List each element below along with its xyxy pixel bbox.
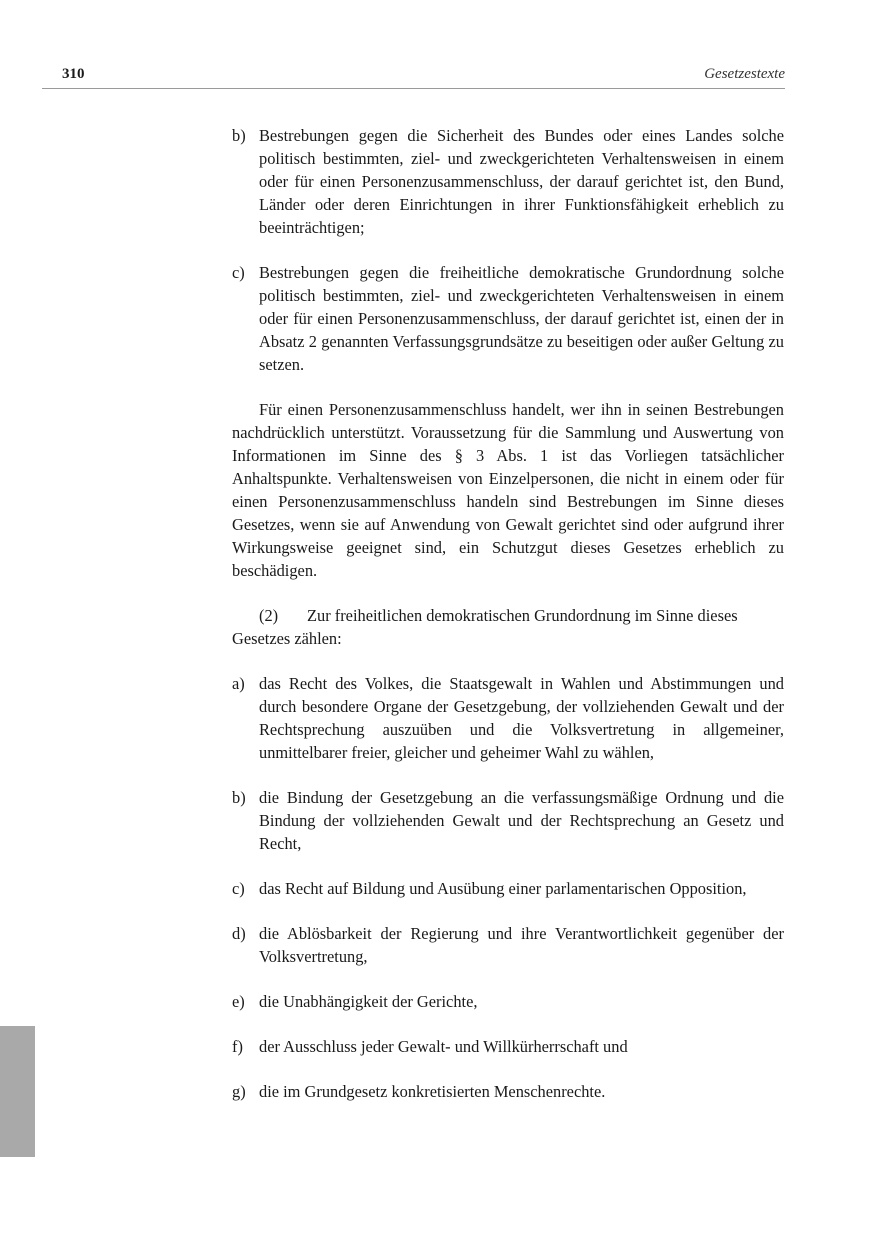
list-item-label: g) — [232, 1082, 246, 1101]
list-item — [232, 990, 784, 1013]
list-item-text: der Ausschluss jeder Gewalt- und Willkürherrschaft und — [259, 1037, 628, 1056]
list-item-label: a) — [232, 674, 245, 693]
list-item-label: b) — [232, 788, 246, 807]
list-item-text: das Recht des Volkes, die Staatsgewalt in Wahlen und Abstimmungen und durch besondere Organe der Gesetzgebung, der vollziehenden Gewalt und der Rechtsprechung auszuüben und die Volksvertretung in allgemeiner, unmittelbarer freier, gleicher und geheimer Wahl zu wählen, — [259, 674, 784, 762]
list-item-label: c) — [232, 879, 245, 898]
list-item-text: die im Grundgesetz konkretisierten Menschenrechte. — [259, 1082, 606, 1101]
list-item-text: die Ablösbarkeit der Regierung und ihre Verantwortlichkeit gegenüber der Volksvertretung, — [259, 924, 784, 966]
list-item — [232, 124, 784, 239]
list-item — [232, 1035, 784, 1058]
list-item-text: die Unabhängigkeit der Gerichte, — [259, 992, 478, 1011]
list-item — [232, 922, 784, 968]
body-paragraph: Für einen Personenzusammenschluss handelt, wer ihn in seinen Bestrebungen nachdrücklich unterstützt. Voraussetzung für die Sammlung und Auswertung von Informationen im Sinne des § 3 Abs. 1 ist das Vorliegen tatsächlicher Anhaltspunkte. Verhaltensweisen von Einzelpersonen, die nicht in einem oder für einen Personenzusammenschluss handeln sind Bestrebungen im Sinne dieses Gesetzes, wenn sie auf Anwendung von Gewalt gerichtet sind oder aufgrund ihrer Wirkungsweise geeignet sind, ein Schutzgut dieses Gesetzes erheblich zu beschädigen. — [232, 400, 784, 580]
list-item-text: Bestrebungen gegen die Sicherheit des Bundes oder eines Landes solche politisch bestimmten, ziel- und zweckgerichteten Verhaltensweisen in einem oder für einen Personenzusammenschluss, der darauf gerichtet ist, den Bund, Länder oder deren Einrichtungen in ihrer Funktionsfähigkeit erheblich zu beeinträchtigen; — [259, 126, 784, 237]
section-number: (2) — [259, 606, 279, 625]
section-paragraph — [232, 604, 784, 650]
list-item-text: Bestrebungen gegen die freiheitliche demokratische Grundordnung solche politisch bestimmten, ziel- und zweckgerichteten Verhaltensweisen in einem oder für einen Personenzusammenschluss, der darauf gerichtet ist, einen der in Absatz 2 genannten Verfassungsgrundsätze zu beseitigen oder außer Geltung zu setzen. — [259, 263, 784, 374]
list-item — [232, 672, 784, 764]
list-item-label: b) — [232, 126, 246, 145]
list-item-text: die Bindung der Gesetzgebung an die verfassungsmäßige Ordnung und die Bindung der vollziehenden Gewalt und der Rechtsprechung an Gesetz und Recht, — [259, 788, 784, 853]
page-header — [42, 64, 785, 89]
list-item-label: e) — [232, 992, 245, 1011]
list-item — [232, 1080, 784, 1103]
list-item — [232, 877, 784, 900]
list-item-label: d) — [232, 924, 246, 943]
section-text: Zur freiheitlichen demokratischen Grundordnung im Sinne dieses Gesetzes zählen: — [232, 606, 738, 648]
running-title: Gesetzestexte — [704, 66, 785, 82]
list-item — [232, 261, 784, 376]
list-item — [232, 786, 784, 855]
page-number: 310 — [62, 66, 85, 82]
page-body — [232, 124, 784, 1125]
list-item-label: c) — [232, 263, 245, 282]
thumb-index-tab — [0, 1026, 35, 1157]
list-item-label: f) — [232, 1037, 243, 1056]
list-item-text: das Recht auf Bildung und Ausübung einer parlamentarischen Opposition, — [259, 879, 747, 898]
